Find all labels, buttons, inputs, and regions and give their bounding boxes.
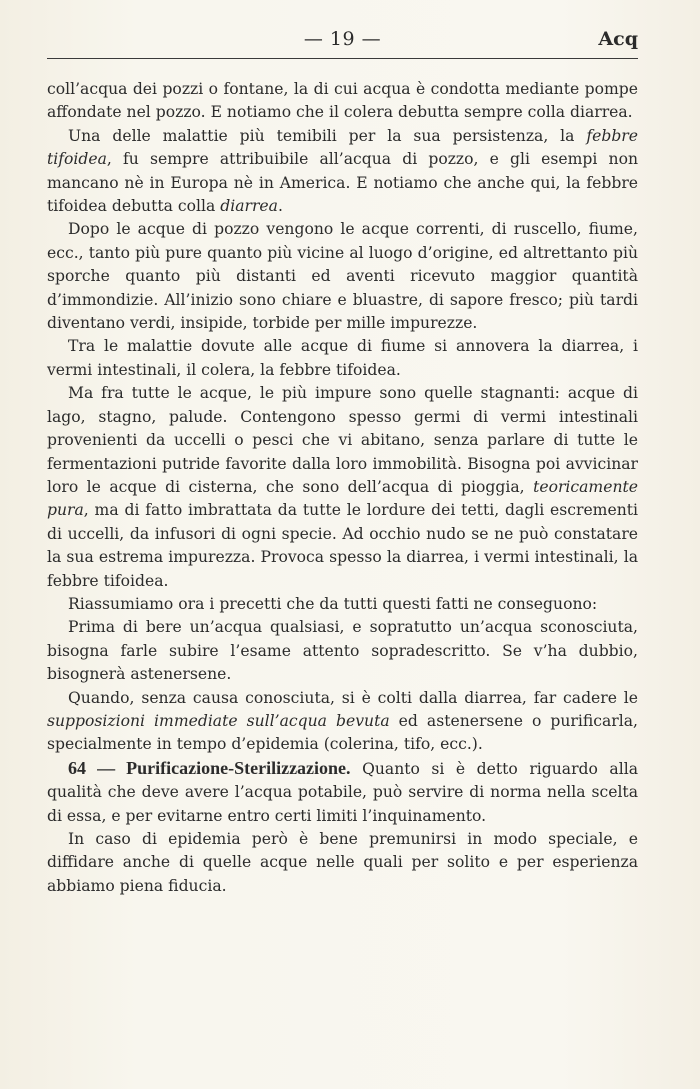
italic-term: teoricamente pura	[47, 477, 638, 520]
section-number: 64	[68, 757, 86, 778]
paragraph	[47, 828, 638, 898]
header-rule	[47, 58, 638, 59]
italic-term: supposizioni immediate sull’acqua bevuta	[47, 711, 390, 730]
paragraph-text: In caso di epidemia però è bene premunirsi in modo speciale, e diffidare anche di quelle acque nelle quali per solito e per esperienza abbiamo piena fiducia.	[47, 830, 638, 895]
paragraph-text: , fu sempre attribuibile all’acqua di pozzo, e gli esempi non mancano nè in Europa nè in America. E notiamo che anche qui, la febbre tifoidea debutta colla	[47, 150, 638, 216]
paragraph	[47, 125, 638, 219]
italic-term: diarrea	[220, 197, 278, 216]
paragraph-text: Dopo le acque di pozzo vengono le acque correnti, di ruscello, fiume, ecc., tanto più pure quanto più vicine al luogo d’origine, ed altrettanto più sporche quanto più distanti ed aventi ricevuto maggior quantità d’immondizie. All’inizio sono chiare e bluastre, di sapore fresco; più tardi diventano verdi, insipide, torbide per mille impurezze.	[47, 220, 638, 333]
running-head: Acq	[598, 28, 638, 50]
paragraph-text: Riassumiamo ora i precetti che da tutti questi fatti ne conseguono:	[68, 594, 598, 613]
italic-term: febbre tifoidea	[47, 126, 638, 169]
paragraph-text: ed astenersene o purificarla, specialmente in tempo d’epidemia (colerina, tifo, ecc.).	[47, 711, 639, 754]
paragraph-text: Ma fra tutte le acque, le più impure sono quelle stagnanti: acque di lago, stagno, palude. Contengono spesso germi di vermi intestinali provenienti da uccelli o pesci che vi abitano, senza parlare di tutte le fermentazioni putride favorite dalla loro immobilità. Bisogna poi avvicinar loro le acque di cisterna, che sono dell’acqua di pioggia,	[47, 384, 638, 496]
page-header	[47, 28, 638, 58]
paragraph	[47, 218, 638, 335]
paragraph-text: Tra le malattie dovute alle acque di fiume si annovera la diarrea, i vermi intestinali, il colera, la febbre tifoidea.	[47, 337, 638, 379]
paragraph-text: Una delle malattie più temibili per la sua persistenza, la	[68, 126, 587, 145]
section-title: Purificazione-Sterilizzazione.	[126, 757, 351, 778]
paragraph-text: , ma di fatto imbrattata da tutte le lordure dei tetti, dagli escrementi di uccelli, da infusori di ogni specie. Ad occhio nudo se ne può constatare la sua estrema impurezza. Provoca spesso la diarrea, i vermi intestinali, la febbre tifoidea.	[47, 501, 638, 590]
section-paragraph	[47, 757, 638, 828]
section-dash: —	[86, 757, 127, 778]
paragraph	[47, 335, 638, 382]
page-number: — 19 —	[303, 28, 382, 50]
paragraph	[47, 78, 638, 125]
paragraph	[47, 382, 638, 593]
paragraph-text: Quanto si è detto riguardo alla qualità che deve avere l’acqua potabile, può servire di norma nella scelta di essa, e per evitarne entro certi limiti l’inquinamento.	[47, 759, 638, 825]
paragraph	[47, 616, 638, 686]
paragraph-text: Quando, senza causa conosciuta, si è colti dalla diarrea, far cadere le	[68, 688, 638, 707]
paragraph	[47, 593, 638, 616]
paragraph-text: .	[277, 197, 283, 216]
paragraph-text: coll’acqua dei pozzi o fontane, la di cui acqua è condotta mediante pompe affondate nel pozzo. E notiamo che il colera debutta sempre colla diarrea.	[47, 80, 638, 122]
paragraph	[47, 687, 638, 757]
paragraph-text: Prima di bere un’acqua qualsiasi, e sopratutto un’acqua sconosciuta, bisogna farle subire l’esame attento sopradescritto. Se v’ha dubbio, bisognerà astenersene.	[47, 618, 638, 684]
page-body	[47, 78, 638, 898]
